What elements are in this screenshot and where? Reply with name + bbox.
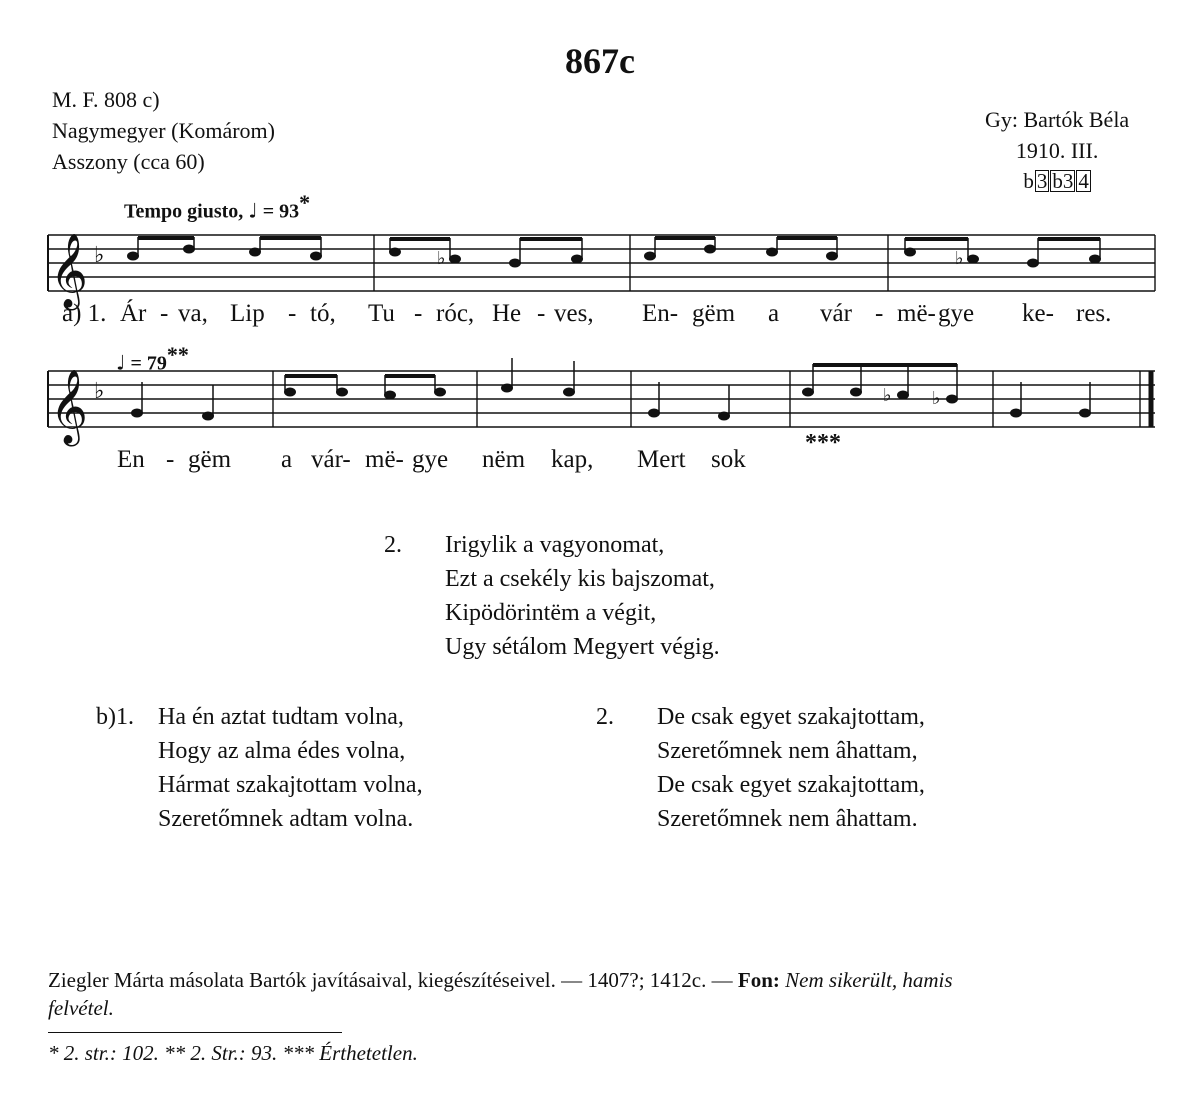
lyric-hyphen: - bbox=[537, 300, 546, 327]
lyric-syllable: vár- bbox=[311, 446, 351, 473]
verse-line: Ugy sétálom Megyert végig. bbox=[445, 634, 720, 660]
stanza-b2-number: 2. bbox=[596, 704, 614, 730]
lyric-syllable: ves, bbox=[554, 300, 594, 327]
lyric-hyphen: - bbox=[166, 446, 175, 473]
fon-label: Fon: bbox=[737, 968, 780, 992]
verse-line: Irigylik a vagyonomat, bbox=[445, 532, 665, 558]
catalog-id: M. F. 808 c) bbox=[52, 87, 160, 112]
lyric-hyphen: - bbox=[414, 300, 423, 327]
date: 1910. III. bbox=[1015, 138, 1099, 163]
lyric-syllable: He bbox=[492, 300, 522, 327]
footnote-marker: *** bbox=[805, 430, 841, 456]
lyric-syllable: nëm bbox=[482, 446, 526, 473]
lyric-syllable: kap, bbox=[551, 446, 594, 473]
svg-text:♭: ♭ bbox=[932, 388, 941, 409]
lyric-syllable: gye bbox=[938, 300, 975, 327]
verse-line: Ha én aztat tudtam volna, bbox=[158, 704, 404, 730]
singer: Asszony (cca 60) bbox=[52, 149, 205, 174]
lyric-syllable: më- bbox=[897, 300, 936, 327]
lyric-syllable: Lip bbox=[230, 300, 265, 327]
lyric-syllable: më- bbox=[365, 446, 404, 473]
lyric-syllable: va, bbox=[178, 300, 208, 327]
verse-line: Szeretőmnek adtam volna. bbox=[158, 806, 414, 832]
source-note: Ziegler Márta másolata Bartók javításaival, kiegészítéseivel. — 1407?; 1412c. — Fon: Nem sikerült, hamis felvétel. bbox=[48, 968, 953, 1020]
lyric-syllable: res. bbox=[1076, 300, 1112, 327]
range-marks: b 3 b3 4 bbox=[1023, 169, 1089, 193]
stanza-a2-number: 2. bbox=[384, 532, 402, 558]
half-note-icon: ♩ bbox=[248, 198, 258, 223]
flat-key-signature-icon: ♭ bbox=[94, 243, 105, 268]
lyric-syllable: róc, bbox=[436, 300, 475, 327]
lyric-syllable: gye bbox=[412, 446, 449, 473]
treble-clef-icon: 𝄞 bbox=[50, 370, 88, 444]
lyric-syllable: En bbox=[117, 446, 145, 473]
verse-line: Hármat szakajtottam volna, bbox=[158, 772, 423, 798]
stanza-b1-number: b)1. bbox=[96, 704, 134, 730]
collector: Gy: Bartók Béla bbox=[985, 107, 1130, 132]
footnotes: * 2. str.: 102. ** 2. Str.: 93. *** Érthetetlen. bbox=[48, 1041, 418, 1065]
verse-line: De csak egyet szakajtottam, bbox=[657, 704, 925, 730]
lyric-syllable: Ár bbox=[120, 300, 147, 327]
lyric-syllable: a bbox=[281, 446, 293, 473]
location: Nagymegyer (Komárom) bbox=[52, 118, 275, 143]
footnote-divider bbox=[48, 1032, 342, 1033]
collector-info bbox=[985, 104, 1129, 197]
svg-text:♭: ♭ bbox=[883, 385, 892, 406]
lyric-hyphen: - bbox=[875, 300, 884, 327]
lyric-hyphen: - bbox=[160, 300, 169, 327]
flat-key-signature-icon: ♭ bbox=[94, 379, 105, 404]
staff-2 bbox=[0, 346, 1200, 456]
lyric-syllable: vár bbox=[820, 300, 852, 327]
treble-clef-icon: 𝄞 bbox=[50, 234, 88, 308]
stanza-b1 bbox=[158, 700, 423, 836]
quarter-note-icon: ♩ bbox=[116, 350, 126, 375]
verse-line: Szeretőmnek nem âhattam, bbox=[657, 738, 918, 764]
verse-line: Ezt a csekély kis bajszomat, bbox=[445, 566, 715, 592]
lyric-syllable: Tu bbox=[368, 300, 395, 327]
lyric-syllable: ke- bbox=[1022, 300, 1054, 327]
svg-text:♭: ♭ bbox=[437, 248, 446, 269]
source-info bbox=[52, 84, 275, 177]
lyric-syllable: tó, bbox=[310, 300, 336, 327]
lyric-syllable: Mert bbox=[637, 446, 686, 473]
tempo-marking-1: Tempo giusto, ♩ = 93* bbox=[124, 190, 311, 223]
tempo-marking-2: ♩ = 79** bbox=[116, 342, 189, 375]
verse-line: Hogy az alma édes volna, bbox=[158, 738, 406, 764]
stanza-a2 bbox=[445, 528, 720, 664]
lyric-syllable: a bbox=[768, 300, 780, 327]
verse-line: Kipödörintëm a végit, bbox=[445, 600, 657, 626]
lyric-syllable: gëm bbox=[692, 300, 736, 327]
lyric-syllable: sok bbox=[711, 446, 746, 473]
lyric-syllable: En- bbox=[642, 300, 679, 327]
verse-line: Szeretőmnek nem âhattam. bbox=[657, 806, 918, 832]
stanza-b2 bbox=[657, 700, 925, 836]
lyric-prefix: a) 1. bbox=[62, 300, 107, 327]
svg-text:♭: ♭ bbox=[955, 248, 964, 269]
lyric-syllable: gëm bbox=[188, 446, 232, 473]
lyric-hyphen: - bbox=[288, 300, 297, 327]
song-number: 867c bbox=[565, 41, 635, 81]
verse-line: De csak egyet szakajtottam, bbox=[657, 772, 925, 798]
